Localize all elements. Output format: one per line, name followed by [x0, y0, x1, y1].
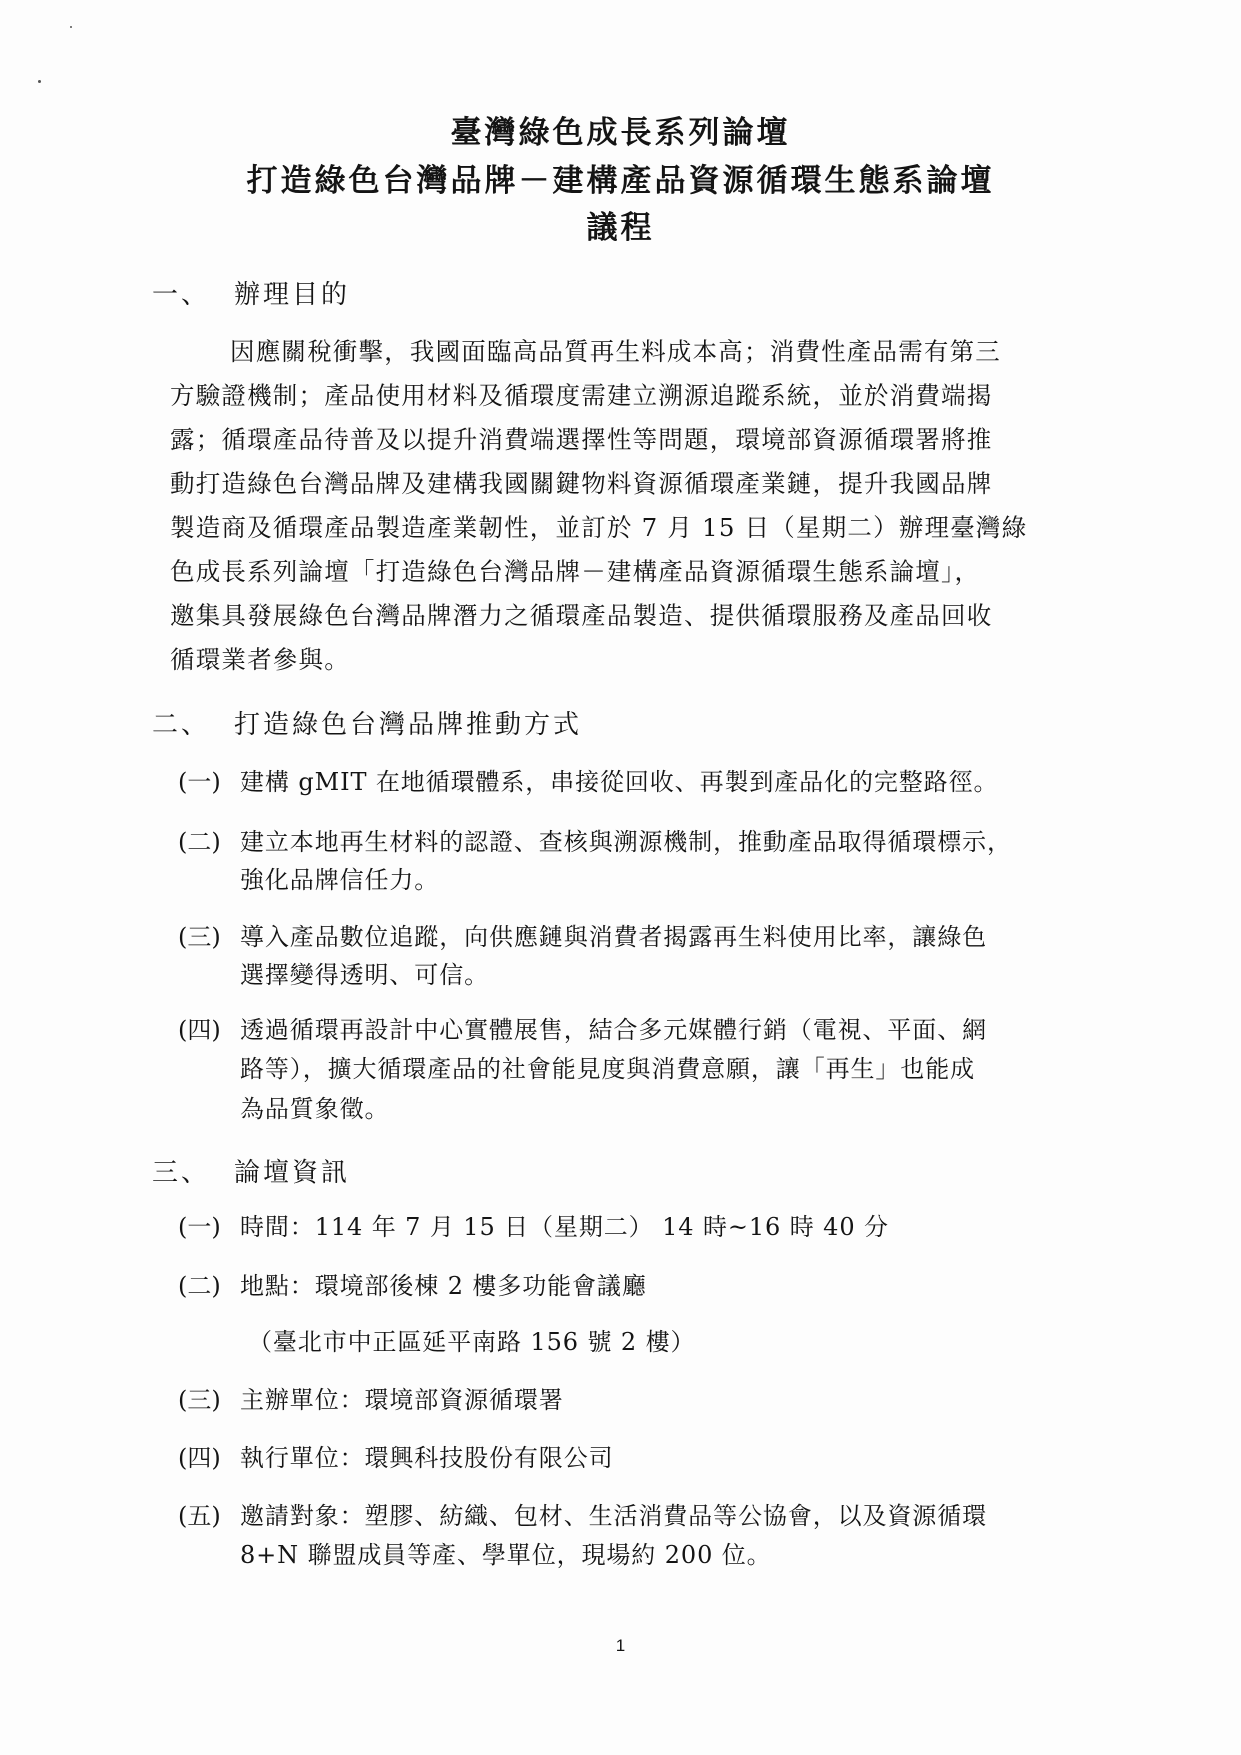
page-number: 1: [615, 1636, 626, 1655]
list-item-text: 地點：環境部後棟 2 樓多功能會議廳: [240, 1272, 647, 1300]
list-marker: (四): [178, 1444, 221, 1472]
paragraph-line: 色成長系列論壇「打造綠色台灣品牌－建構產品資源循環生態系論壇」，: [170, 557, 981, 586]
list-item-text: 主辦單位：環境部資源循環署: [240, 1386, 564, 1414]
list-item: [178, 1504, 987, 1528]
list-item: [178, 1018, 987, 1042]
list-item-continuation: 為品質象徵。: [240, 1095, 390, 1123]
document-title: 臺灣綠色成長系列論壇: [450, 115, 791, 151]
section-heading-promotion: [152, 712, 582, 738]
list-item-continuation: 強化品牌信任力。: [240, 866, 440, 894]
paragraph-line: 因應關稅衝擊，我國面臨高品質再生料成本高；消費性產品需有第三: [230, 337, 1001, 366]
list-item-text: 建構 gMIT 在地循環體系，串接從回收、再製到產品化的完整路徑。: [240, 768, 999, 796]
list-item: [178, 1274, 647, 1298]
section-title: 論壇資訊: [234, 1158, 351, 1188]
list-item-text: 邀請對象：塑膠、紡織、包材、生活消費品等公協會，以及資源循環: [240, 1502, 987, 1530]
section-number: 一、: [152, 280, 211, 310]
list-marker: (三): [178, 923, 221, 951]
paragraph-line: 方驗證機制；產品使用材料及循環度需建立溯源追蹤系統，並於消費端揭: [170, 381, 993, 410]
section-title: 打造綠色台灣品牌推動方式: [234, 710, 583, 740]
address-line: （臺北市中正區延平南路 156 號 2 樓）: [248, 1328, 696, 1356]
list-item: [178, 1446, 614, 1470]
list-item-text: 導入產品數位追蹤，向供應鏈與消費者揭露再生料使用比率，讓綠色: [240, 923, 987, 951]
list-marker: (三): [178, 1386, 221, 1414]
list-item: [178, 925, 987, 949]
section-title: 辦理目的: [234, 280, 351, 310]
list-item-text: 執行單位：環興科技股份有限公司: [240, 1444, 614, 1472]
list-item-text: 透過循環再設計中心實體展售，結合多元媒體行銷（電視、平面、網: [240, 1016, 987, 1044]
list-item: [178, 1215, 889, 1239]
list-item: [178, 1388, 564, 1412]
list-item-continuation: 8+N 聯盟成員等產、學單位，現場約 200 位。: [240, 1541, 772, 1569]
list-marker: (二): [178, 828, 221, 856]
paragraph-line: 製造商及循環產品製造產業韌性，並訂於 7 月 15 日（星期二）辦理臺灣綠: [170, 513, 1028, 542]
scan-speck: [38, 80, 41, 83]
list-marker: (四): [178, 1016, 221, 1044]
list-marker: (一): [178, 1213, 221, 1241]
document-subtitle: 打造綠色台灣品牌－建構產品資源循環生態系論壇: [246, 163, 995, 199]
list-marker: (五): [178, 1502, 221, 1530]
document-type-title: 議程: [586, 210, 655, 246]
list-item: [178, 770, 998, 794]
list-item-text: 時間：114 年 7 月 15 日（星期二） 14 時~16 時 40 分: [240, 1213, 889, 1241]
paragraph-line: 露；循環產品待普及以提升消費端選擇性等問題，環境部資源循環署將推: [170, 425, 993, 454]
paragraph-line: 循環業者參與。: [170, 645, 350, 674]
list-marker: (一): [178, 768, 221, 796]
section-number: 二、: [152, 710, 211, 740]
paragraph-line: 動打造綠色台灣品牌及建構我國關鍵物料資源循環產業鏈，提升我國品牌: [170, 469, 993, 498]
section-number: 三、: [152, 1158, 211, 1188]
scan-speck: [70, 26, 72, 28]
section-heading-purpose: [152, 282, 350, 308]
list-item-continuation: 路等），擴大循環產品的社會能見度與消費意願，讓「再生」也能成: [240, 1055, 975, 1083]
section-heading-forum-info: [152, 1160, 350, 1186]
list-marker: (二): [178, 1272, 221, 1300]
list-item-continuation: 選擇變得透明、可信。: [240, 961, 489, 989]
list-item-text: 建立本地再生材料的認證、查核與溯源機制，推動產品取得循環標示，: [240, 828, 1012, 856]
paragraph-line: 邀集具發展綠色台灣品牌潛力之循環產品製造、提供循環服務及產品回收: [170, 601, 993, 630]
list-item: [178, 830, 1012, 854]
